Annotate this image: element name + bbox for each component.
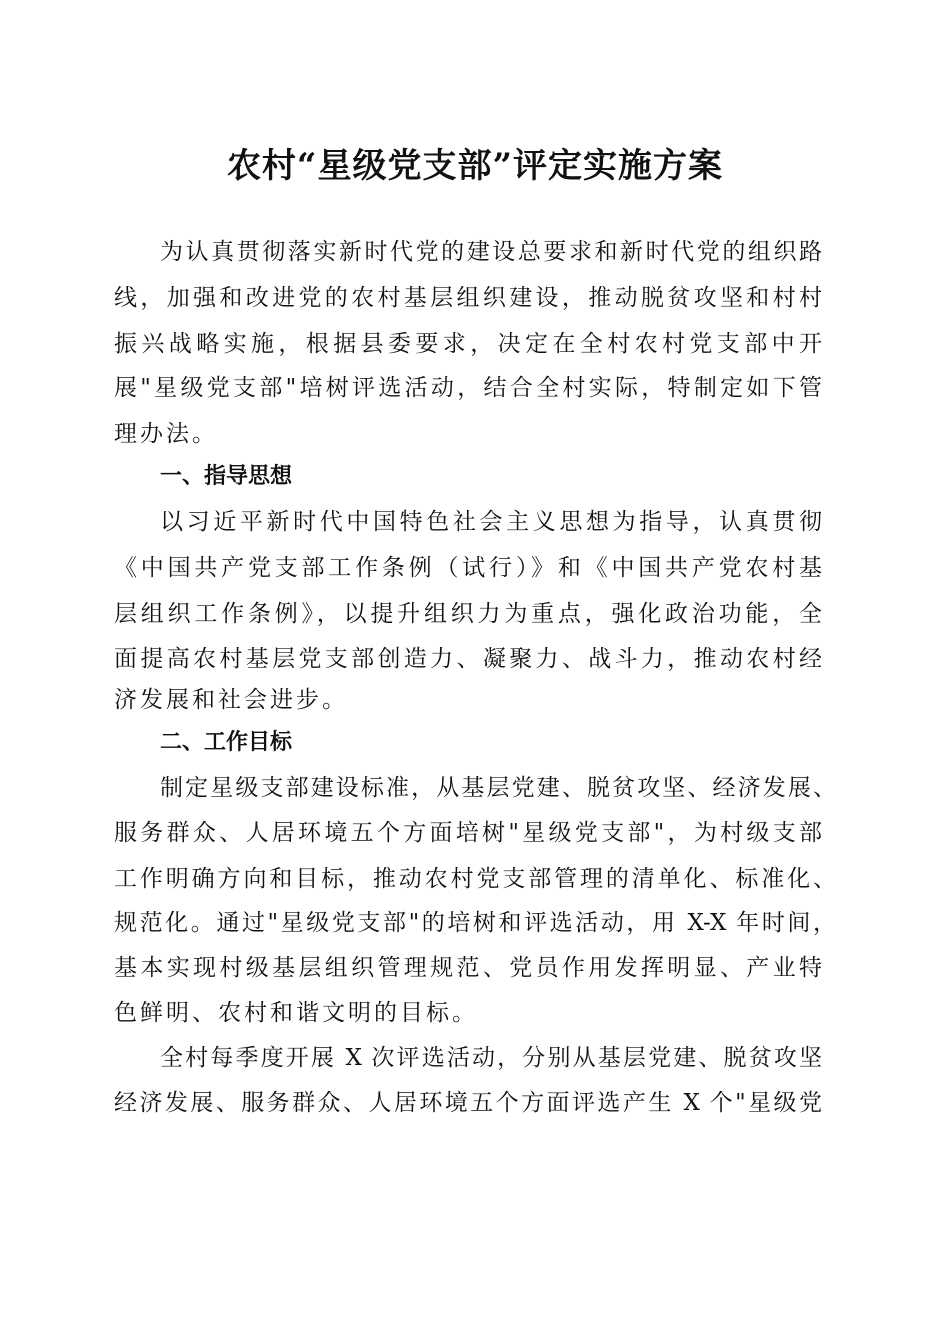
paragraph-line: 济发展和社会进步。 — [114, 687, 348, 713]
paragraph-line: 《中国共产党支部工作条例（试行）》和《中国共产党农村基 — [114, 555, 822, 581]
document-title: 农村“星级党支部”评定实施方案 — [226, 146, 724, 186]
paragraph-line: 线，加强和改进党的农村基层组织建设，推动脱贫攻坚和村村 — [114, 285, 822, 311]
paragraph-line: 服务群众、人居环境五个方面培树"星级党支部"，为村级支部 — [114, 820, 822, 846]
paragraph-line: 为认真贯彻落实新时代党的建设总要求和新时代党的组织路 — [160, 239, 822, 265]
paragraph-line: 面提高农村基层党支部创造力、凝聚力、战斗力，推动农村经 — [114, 646, 822, 672]
paragraph-line: 经济发展、服务群众、人居环境五个方面评选产生 X 个"星级党 — [114, 1090, 822, 1116]
paragraph-line: 层组织工作条例》，以提升组织力为重点，强化政治功能，全 — [114, 601, 822, 627]
paragraph-line: 制定星级支部建设标准，从基层党建、脱贫攻坚、经济发展、 — [160, 775, 836, 801]
paragraph-line: 以习近平新时代中国特色社会主义思想为指导，认真贯彻 — [160, 509, 822, 535]
paragraph-line: 工作明确方向和目标，推动农村党支部管理的清单化、标准化、 — [114, 866, 836, 892]
paragraph-line: 规范化。通过"星级党支部"的培树和评选活动，用 X-X 年时间， — [114, 910, 836, 936]
section-heading: 二、工作目标 — [160, 730, 293, 755]
paragraph-line: 基本实现村级基层组织管理规范、党员作用发挥明显、产业特 — [114, 955, 822, 981]
paragraph-line: 展"星级党支部"培树评选活动，结合全村实际，特制定如下管 — [114, 375, 822, 401]
section-heading: 一、指导思想 — [160, 464, 293, 489]
paragraph-line: 振兴战略实施，根据县委要求，决定在全村农村党支部中开 — [114, 331, 822, 357]
paragraph-line: 理办法。 — [114, 421, 218, 447]
paragraph-line: 全村每季度开展 X 次评选活动，分别从基层党建、脱贫攻坚 — [160, 1045, 822, 1071]
paragraph-line: 色鲜明、农村和谐文明的目标。 — [114, 1000, 478, 1026]
